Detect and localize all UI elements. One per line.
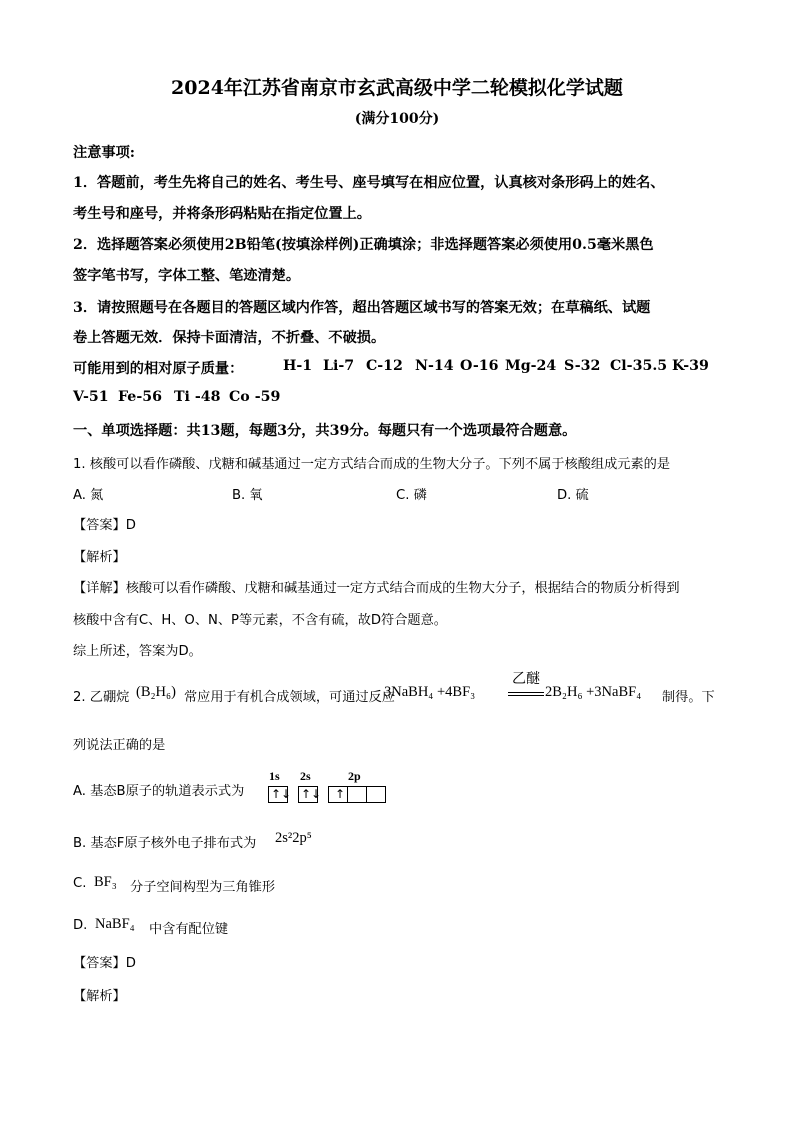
atomic-mass-cl: Cl-35.5 xyxy=(610,358,668,374)
notes-heading: 注意事项: xyxy=(73,145,135,161)
note-2-line-2: 签字笔书写，字体工整、笔迹清楚。 xyxy=(73,268,301,284)
atomic-mass-c: C-12 xyxy=(366,358,403,374)
arrow-pair-icon: ↑↓ xyxy=(301,787,322,801)
atomic-mass-co: Co -59 xyxy=(229,389,281,405)
q2-option-b-formula: 2s²2p⁵ xyxy=(275,830,312,846)
q2-stem-start: 2. 乙硼烷 xyxy=(73,690,130,705)
note-3-line-1: 3．请按照题号在各题目的答题区域内作答，超出答题区域书写的答案无效；在草稿纸、试题 xyxy=(73,300,651,316)
atomic-mass-li: Li-7 xyxy=(323,358,355,374)
atomic-mass-n: N-14 xyxy=(415,358,454,374)
q2-reaction-right: 2B₂H₆ +3NaBF₄ xyxy=(545,684,642,700)
q2-option-d-prefix: D. xyxy=(73,918,88,933)
orbital-box-2p-2 xyxy=(347,786,367,803)
atomic-mass-mg: Mg-24 xyxy=(505,358,557,374)
q2-b2h6-formula: (B₂H₆) xyxy=(136,684,176,700)
orbital-label-2s: 2s xyxy=(300,769,311,783)
orbital-label-2p: 2p xyxy=(348,769,361,783)
atomic-mass-h: H-1 xyxy=(283,358,313,374)
note-3-line-2: 卷上答题无效．保持卡面清洁，不折叠、不破损。 xyxy=(73,330,386,346)
atomic-mass-ti: Ti -48 xyxy=(174,389,221,405)
q2-stem-end: 制得。下 xyxy=(662,690,715,705)
arrow-pair-icon: ↑↓ xyxy=(271,787,292,801)
q2-answer: 【答案】D xyxy=(73,956,136,971)
note-1-line-1: 1．答题前，考生先将自己的姓名、考生号、座号填写在相应位置，认真核对条形码上的姓名、 xyxy=(73,175,665,191)
q1-analysis-label: 【解析】 xyxy=(73,550,126,565)
q1-answer: 【答案】D xyxy=(73,518,136,533)
page-subtitle: (满分100分) xyxy=(354,111,440,127)
q1-option-c: C. 磷 xyxy=(396,488,427,503)
q1-summary: 综上所述，答案为D。 xyxy=(73,644,202,659)
orbital-box-2p-1 xyxy=(328,786,348,803)
orbital-box-2p-3 xyxy=(366,786,386,803)
q2-option-c-text: 分子空间构型为三角锥形 xyxy=(130,880,276,895)
q2-option-b: B. 基态F原子核外电子排布式为 xyxy=(73,836,257,851)
atomic-mass-o: O-16 xyxy=(460,358,499,374)
orbital-box-1s xyxy=(268,786,292,803)
atomic-mass-fe: Fe-56 xyxy=(118,389,162,405)
q2-option-c-formula: BF₃ xyxy=(94,874,117,890)
q2-option-d-formula: NaBF₄ xyxy=(95,916,135,932)
q2-option-a: A. 基态B原子的轨道表示式为 xyxy=(73,784,245,799)
atomic-mass-v: V-51 xyxy=(73,389,109,405)
q2-reaction-condition: 乙醚 xyxy=(512,671,540,687)
q2-option-d-text: 中含有配位键 xyxy=(149,922,229,937)
note-2-line-1: 2．选择题答案必须使用2B铅笔(按填涂样例)正确填涂；非选择题答案必须使用0.5毫米黑色 xyxy=(73,237,654,253)
q2-stem-line-2: 列说法正确的是 xyxy=(73,738,166,753)
q2-option-c-prefix: C. xyxy=(73,876,87,891)
orbital-box-2s xyxy=(298,786,322,803)
q2-stem-middle: 常应用于有机合成领域，可通过反应 xyxy=(184,690,395,705)
q2-analysis-label: 【解析】 xyxy=(73,989,126,1004)
q1-detail-line-1: 【详解】核酸可以看作磷酸、戊糖和碱基通过一定方式结合而成的生物大分子，根据结合的物质分析得到 xyxy=(73,581,680,596)
note-1-line-2: 考生号和座号，并将条形码粘贴在指定位置上。 xyxy=(73,206,371,222)
q2-reaction-left: 3NaBH₄ +4BF₃ xyxy=(384,684,476,700)
q1-detail-line-2: 核酸中含有C、H、O、N、P等元素，不含有硫，故D符合题意。 xyxy=(73,613,447,628)
atomic-mass-s: S-32 xyxy=(564,358,601,374)
q1-stem: 1. 核酸可以看作磷酸、戊糖和碱基通过一定方式结合而成的生物大分子。下列不属于核酸组成元素的是 xyxy=(73,457,671,472)
page-title: 2024年江苏省南京市玄武高级中学二轮模拟化学试题 xyxy=(171,77,623,99)
atomic-mass-k: K-39 xyxy=(672,358,709,374)
q2-equals-top xyxy=(508,692,544,693)
q2-equals-bottom xyxy=(508,695,544,696)
q1-option-d: D. 硫 xyxy=(557,488,589,503)
section-heading: 一、单项选择题：共13题，每题3分，共39分。每题只有一个选项最符合题意。 xyxy=(73,423,577,439)
orbital-label-1s: 1s xyxy=(269,769,280,783)
arrow-up-icon: ↑ xyxy=(335,787,346,801)
q1-option-b: B. 氧 xyxy=(232,488,263,503)
atomic-mass-label: 可能用到的相对原子质量： xyxy=(73,361,244,377)
q1-option-a: A. 氮 xyxy=(73,488,104,503)
